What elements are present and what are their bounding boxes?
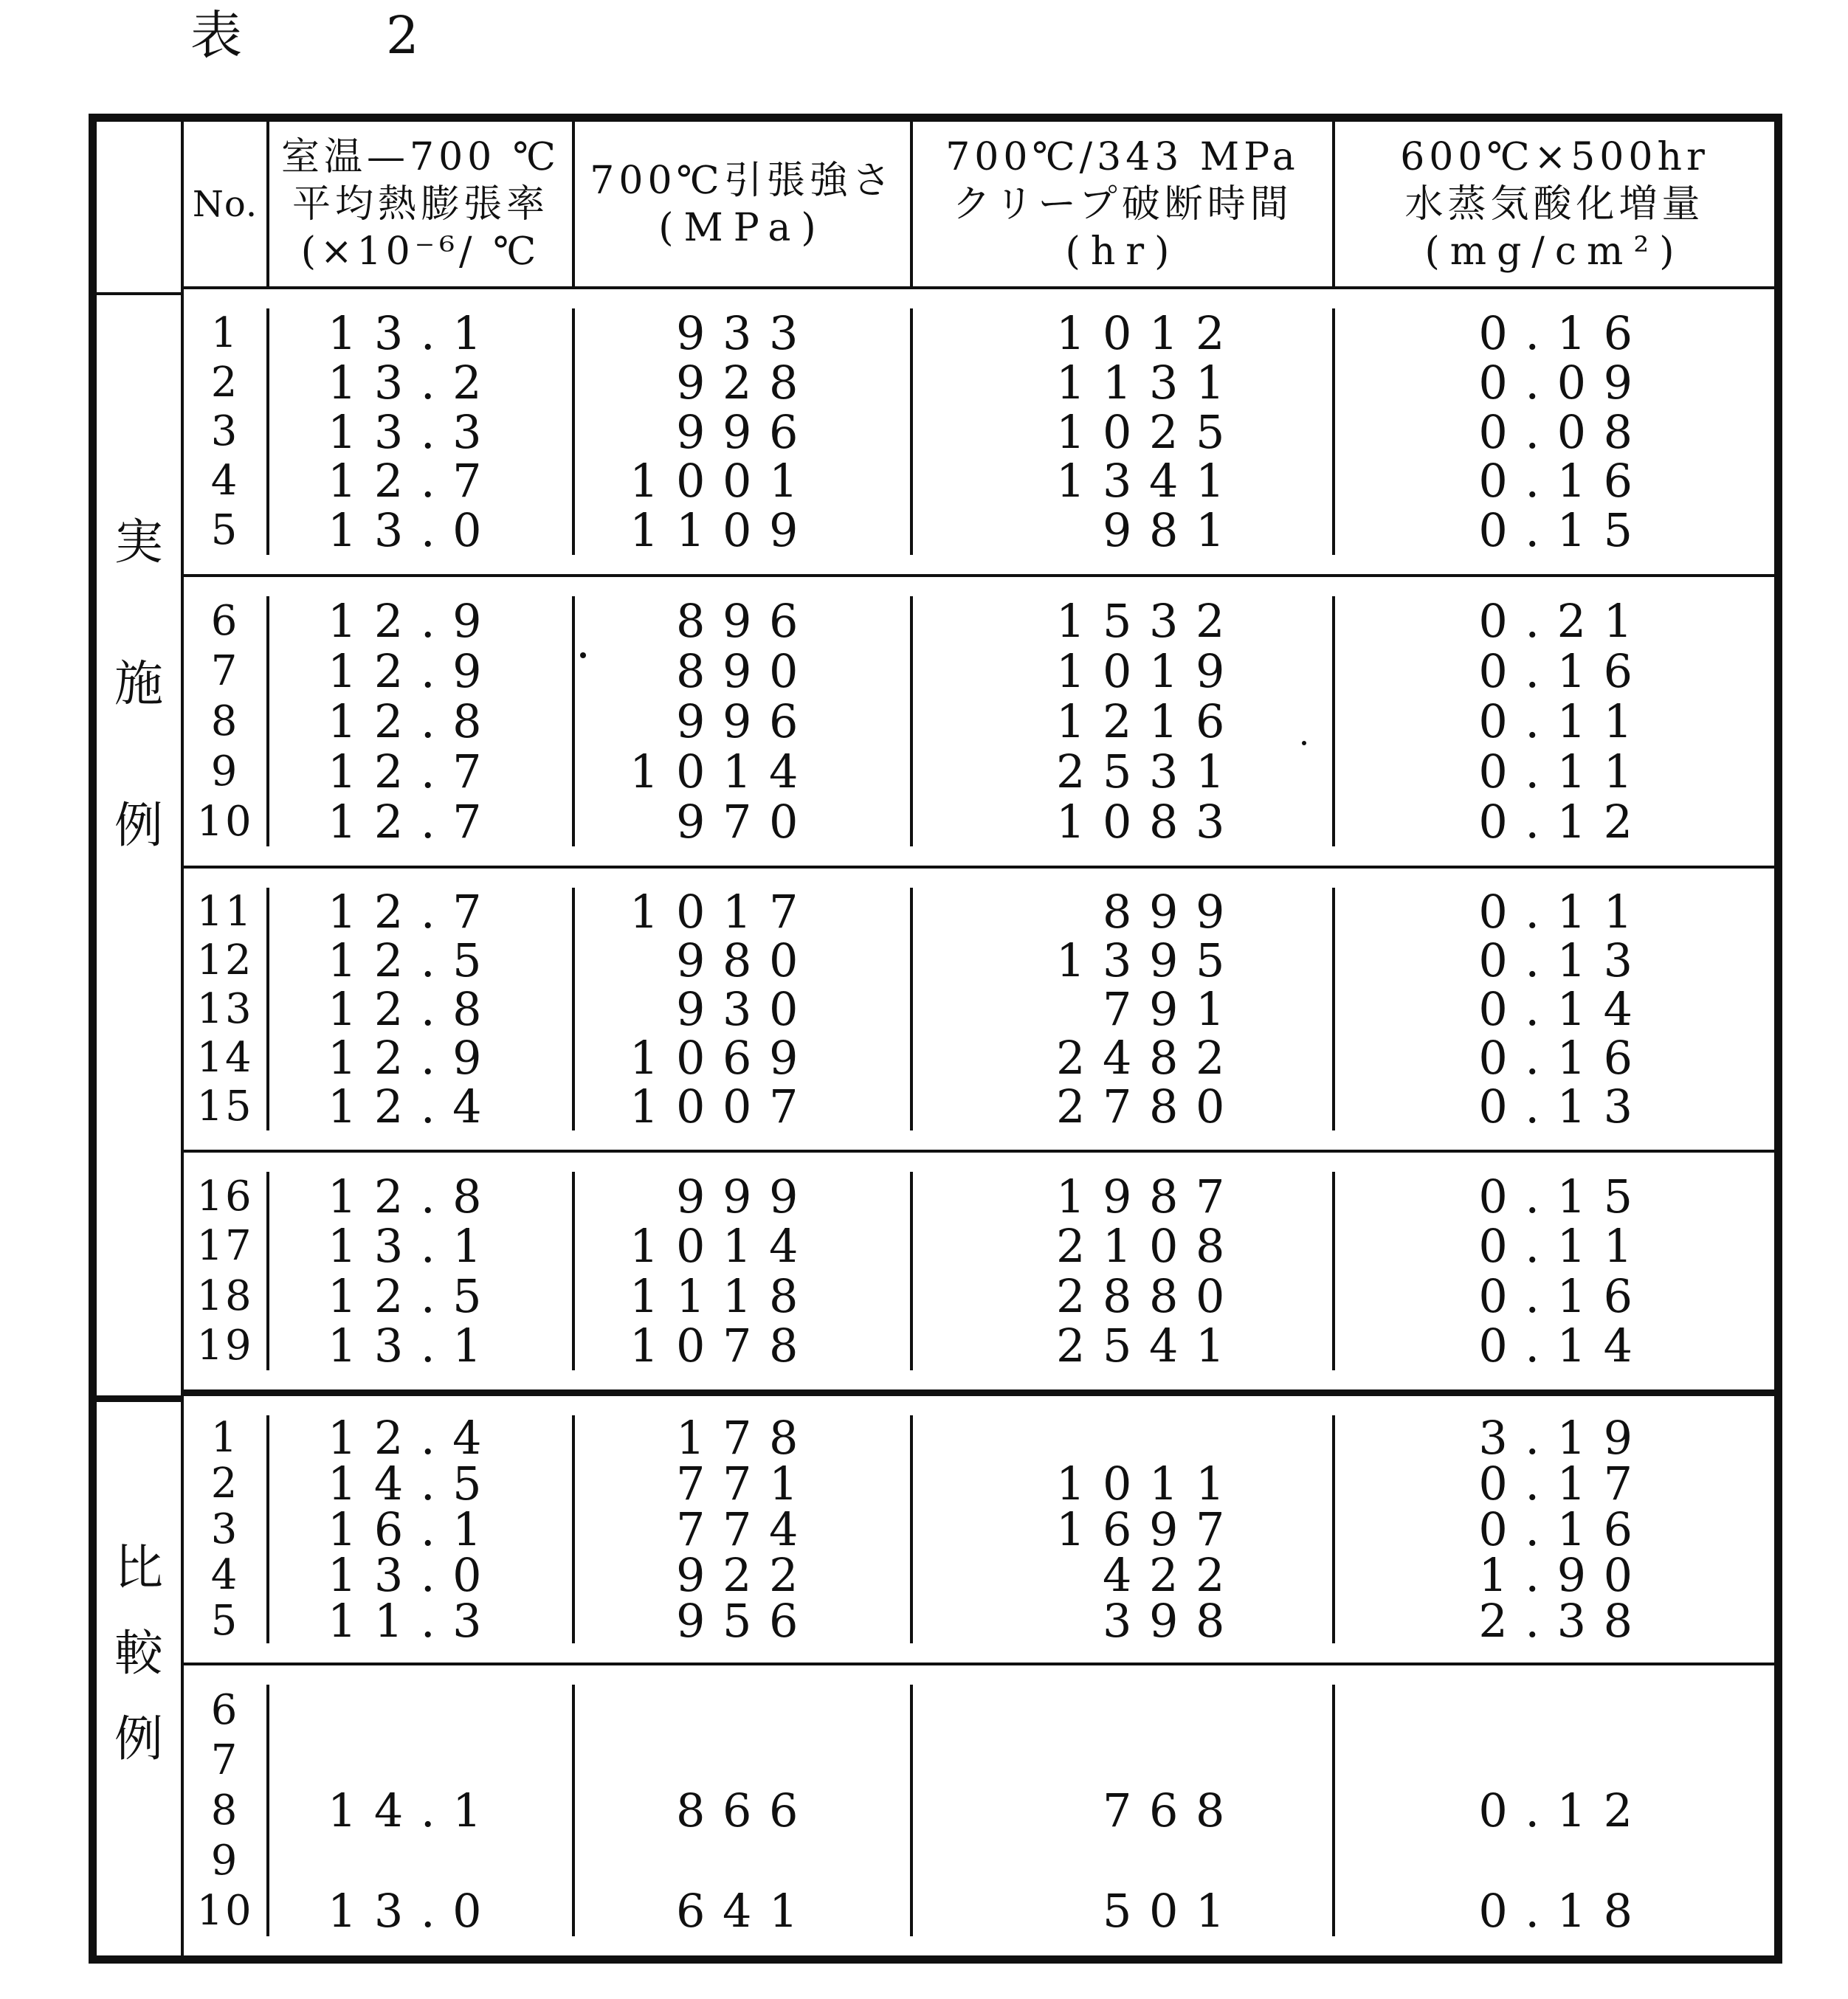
cell-expansion: 12.8 bbox=[269, 697, 575, 747]
column-header-tensile-strength: 700℃引張強さ (MPa) bbox=[575, 122, 913, 286]
cell-expansion: 12.7 bbox=[269, 888, 575, 936]
column-header-thermal-expansion: 室温—700 ℃ 平均熱膨張率 (×10⁻⁶/ ℃ bbox=[269, 122, 575, 286]
cell-expansion: 16.1 bbox=[269, 1507, 575, 1553]
cell-tensile: 1014 bbox=[575, 1221, 913, 1271]
cell-tensile: 922 bbox=[575, 1552, 913, 1598]
cell-oxidation: 0.16 bbox=[1478, 1502, 1650, 1556]
cell-expansion: 13.1 bbox=[269, 308, 575, 358]
cell-oxidation: 0.17 bbox=[1478, 1457, 1650, 1511]
cell-no: 14 bbox=[184, 1033, 269, 1082]
table-row bbox=[184, 885, 1774, 939]
label-char: 例 bbox=[114, 797, 163, 854]
table-row bbox=[184, 1547, 1774, 1602]
cell-creep: 1025 bbox=[913, 407, 1335, 457]
table-row bbox=[184, 982, 1774, 1036]
cell-no: 5 bbox=[184, 1598, 269, 1643]
cell-no: 7 bbox=[184, 646, 269, 697]
cell-tensile: 774 bbox=[575, 1507, 913, 1553]
cell-expansion: 12.8 bbox=[269, 985, 575, 1034]
cell-no: 2 bbox=[184, 358, 269, 407]
cell-tensile bbox=[575, 1735, 913, 1785]
cell-oxidation: 0.11 bbox=[1478, 694, 1650, 748]
cell-tensile: 178 bbox=[575, 1415, 913, 1461]
cell-oxidation: 0.11 bbox=[1478, 885, 1650, 939]
cell-oxidation: 0.15 bbox=[1478, 503, 1650, 558]
cell-oxidation bbox=[1335, 1685, 1774, 1735]
cell-expansion: 13.1 bbox=[269, 1221, 575, 1271]
cell-creep: 1019 bbox=[913, 646, 1335, 697]
cell-tensile: 866 bbox=[575, 1785, 913, 1835]
table-row bbox=[184, 1030, 1774, 1085]
cell-tensile bbox=[575, 1836, 913, 1886]
cell-no: 3 bbox=[184, 1507, 269, 1553]
cell-tensile: 930 bbox=[575, 985, 913, 1034]
cell-no: 11 bbox=[184, 888, 269, 936]
cell-oxidation: 0.18 bbox=[1478, 1884, 1650, 1938]
column-header-steam-oxidation-gain: 600℃×500hr 水蒸気酸化増量 (mg/cm²) bbox=[1400, 134, 1709, 274]
row-group-label-jisshirei bbox=[97, 295, 181, 1402]
cell-oxidation bbox=[1335, 1735, 1774, 1785]
cell-expansion: 13.3 bbox=[269, 407, 575, 457]
cell-no: 9 bbox=[184, 746, 269, 796]
row-group-examples-16-19 bbox=[184, 1153, 1774, 1396]
cell-tensile: 1078 bbox=[575, 1321, 913, 1370]
column-header-no: No. bbox=[184, 122, 269, 286]
cell-no: 4 bbox=[184, 1552, 269, 1598]
cell-oxidation: 0.11 bbox=[1478, 1219, 1650, 1274]
cell-oxidation: 0.15 bbox=[1478, 1170, 1650, 1224]
cell-expansion: 13.1 bbox=[269, 1321, 575, 1370]
cell-creep: 2880 bbox=[913, 1271, 1335, 1321]
cell-no: 2 bbox=[184, 1461, 269, 1507]
cell-no: 15 bbox=[184, 1082, 269, 1130]
table-title-label: 表 bbox=[190, 5, 242, 66]
cell-expansion: 11.3 bbox=[269, 1598, 575, 1643]
table-row bbox=[184, 646, 1774, 697]
cell-creep: 899 bbox=[913, 888, 1335, 936]
cell-oxidation: 0.12 bbox=[1478, 1784, 1650, 1838]
table-row bbox=[184, 355, 1774, 410]
label-char: 例 bbox=[114, 1710, 163, 1767]
cell-tensile: 956 bbox=[575, 1598, 913, 1643]
table-row bbox=[184, 305, 1774, 360]
cell-expansion: 12.9 bbox=[269, 1033, 575, 1082]
cell-expansion: 12.8 bbox=[269, 1172, 575, 1221]
row-group-examples-11-15 bbox=[184, 869, 1774, 1153]
cell-tensile: 1007 bbox=[575, 1082, 913, 1130]
cell-expansion: 13.0 bbox=[269, 505, 575, 555]
cell-no: 9 bbox=[184, 1836, 269, 1886]
cell-no: 3 bbox=[184, 407, 269, 457]
cell-creep: 2780 bbox=[913, 1082, 1335, 1130]
cell-oxidation: 0.13 bbox=[1478, 933, 1650, 988]
cell-tensile: 996 bbox=[575, 697, 913, 747]
cell-creep: 1697 bbox=[913, 1507, 1335, 1553]
cell-creep: 1083 bbox=[913, 796, 1335, 846]
label-char: 較 bbox=[114, 1625, 163, 1682]
cell-tensile: 1017 bbox=[575, 888, 913, 936]
cell-expansion: 12.5 bbox=[269, 1271, 575, 1321]
table-row bbox=[184, 594, 1774, 649]
table-title-number: 2 bbox=[386, 5, 419, 66]
cell-oxidation: 0.13 bbox=[1478, 1079, 1650, 1133]
cell-oxidation: 0.16 bbox=[1478, 1268, 1650, 1323]
cell-no: 8 bbox=[184, 1785, 269, 1835]
cell-creep: 1395 bbox=[913, 936, 1335, 985]
cell-expansion: 13.0 bbox=[269, 1552, 575, 1598]
cell-no: 4 bbox=[184, 456, 269, 505]
cell-tensile: 933 bbox=[575, 308, 913, 358]
row-group-comparative-6-10 bbox=[184, 1665, 1774, 1955]
cell-oxidation: 0.21 bbox=[1478, 594, 1650, 649]
row-group-label-hikakurei bbox=[97, 1402, 181, 1955]
cell-expansion: 12.7 bbox=[269, 796, 575, 846]
column-header-creep-rupture-time: 700℃/343 MPa クリープ破断時間 (hr) bbox=[913, 122, 1335, 286]
table-row bbox=[184, 1735, 1774, 1785]
cell-no: 5 bbox=[184, 505, 269, 555]
cell-creep: 1341 bbox=[913, 456, 1335, 505]
cell-expansion: 12.4 bbox=[269, 1415, 575, 1461]
cell-no: 10 bbox=[184, 1886, 269, 1936]
cell-tensile: 641 bbox=[575, 1886, 913, 1936]
cell-creep: 398 bbox=[913, 1598, 1335, 1643]
label-char: 実 bbox=[114, 514, 163, 570]
cell-creep: 981 bbox=[913, 505, 1335, 555]
row-group-comparative-1-5 bbox=[184, 1396, 1774, 1665]
cell-oxidation: 0.09 bbox=[1478, 355, 1650, 410]
cell-creep: 422 bbox=[913, 1552, 1335, 1598]
cell-creep: 2108 bbox=[913, 1221, 1335, 1271]
cell-oxidation: 2.38 bbox=[1478, 1593, 1650, 1648]
cell-no: 12 bbox=[184, 936, 269, 985]
table-row bbox=[184, 1685, 1774, 1735]
cell-no: 1 bbox=[184, 308, 269, 358]
cell-tensile: 1014 bbox=[575, 746, 913, 796]
cell-tensile: 980 bbox=[575, 936, 913, 985]
cell-no: 10 bbox=[184, 796, 269, 846]
cell-creep: 1987 bbox=[913, 1172, 1335, 1221]
table-row bbox=[184, 1079, 1774, 1133]
cell-no: 17 bbox=[184, 1221, 269, 1271]
cell-oxidation: 0.16 bbox=[1478, 644, 1650, 699]
table-row bbox=[184, 1318, 1774, 1373]
cell-tensile: 1118 bbox=[575, 1271, 913, 1321]
table-row bbox=[184, 1170, 1774, 1224]
cell-tensile bbox=[575, 1685, 913, 1735]
table-row bbox=[184, 1836, 1774, 1886]
table-row bbox=[184, 1268, 1774, 1323]
table-row bbox=[184, 794, 1774, 849]
cell-creep: 1216 bbox=[913, 697, 1335, 747]
cell-expansion: 14.1 bbox=[269, 1785, 575, 1835]
cell-creep: 791 bbox=[913, 985, 1335, 1034]
cell-no: 8 bbox=[184, 697, 269, 747]
cell-no: 6 bbox=[184, 1685, 269, 1735]
cell-tensile: 890 bbox=[575, 646, 913, 697]
cell-expansion: 12.7 bbox=[269, 456, 575, 505]
cell-no: 18 bbox=[184, 1271, 269, 1321]
table-row bbox=[184, 1411, 1774, 1465]
table-row bbox=[184, 933, 1774, 988]
cell-tensile: 1069 bbox=[575, 1033, 913, 1082]
table-row bbox=[184, 746, 1774, 796]
table-row bbox=[184, 1457, 1774, 1511]
row-group-examples-6-10 bbox=[184, 577, 1774, 869]
cell-no: 19 bbox=[184, 1321, 269, 1370]
table-header-row bbox=[184, 122, 1774, 289]
cell-expansion: 13.2 bbox=[269, 358, 575, 407]
cell-expansion: 12.4 bbox=[269, 1082, 575, 1130]
cell-expansion: 14.5 bbox=[269, 1461, 575, 1507]
cell-expansion: 12.7 bbox=[269, 746, 575, 796]
cell-creep: 2531 bbox=[913, 746, 1335, 796]
table-row bbox=[184, 1886, 1774, 1936]
table-row bbox=[184, 503, 1774, 558]
scan-speck bbox=[1302, 741, 1306, 745]
cell-tensile: 996 bbox=[575, 407, 913, 457]
table-row bbox=[184, 1593, 1774, 1648]
cell-creep: 501 bbox=[913, 1886, 1335, 1936]
cell-expansion bbox=[269, 1735, 575, 1785]
cell-creep bbox=[913, 1735, 1335, 1785]
cell-creep bbox=[913, 1415, 1335, 1461]
cell-creep bbox=[913, 1685, 1335, 1735]
data-table bbox=[89, 114, 1782, 1964]
cell-creep: 1131 bbox=[913, 358, 1335, 407]
cell-no: 16 bbox=[184, 1172, 269, 1221]
row-group-examples-1-5 bbox=[184, 289, 1774, 577]
cell-creep: 768 bbox=[913, 1785, 1335, 1835]
table-row bbox=[184, 1219, 1774, 1274]
cell-oxidation: 0.08 bbox=[1478, 404, 1650, 459]
cell-expansion bbox=[269, 1685, 575, 1735]
label-char: 施 bbox=[114, 655, 163, 712]
cell-no: 13 bbox=[184, 985, 269, 1034]
cell-no: 6 bbox=[184, 596, 269, 646]
cell-creep: 2482 bbox=[913, 1033, 1335, 1082]
cell-oxidation: 1.90 bbox=[1478, 1547, 1650, 1602]
table-title bbox=[190, 6, 419, 65]
cell-tensile: 896 bbox=[575, 596, 913, 646]
cell-oxidation bbox=[1335, 1836, 1774, 1886]
cell-creep: 2541 bbox=[913, 1321, 1335, 1370]
cell-tensile: 970 bbox=[575, 796, 913, 846]
cell-creep: 1012 bbox=[913, 308, 1335, 358]
cell-tensile: 928 bbox=[575, 358, 913, 407]
cell-tensile: 1001 bbox=[575, 456, 913, 505]
cell-creep: 1011 bbox=[913, 1461, 1335, 1507]
table-row bbox=[184, 1502, 1774, 1556]
table-row bbox=[184, 454, 1774, 508]
cell-expansion bbox=[269, 1836, 575, 1886]
table-row bbox=[184, 1784, 1774, 1838]
cell-oxidation: 0.16 bbox=[1478, 1030, 1650, 1085]
cell-creep: 1532 bbox=[913, 596, 1335, 646]
cell-oxidation: 0.14 bbox=[1478, 1318, 1650, 1373]
cell-creep bbox=[913, 1836, 1335, 1886]
row-group-label-column bbox=[97, 122, 184, 1955]
cell-oxidation: 0.12 bbox=[1478, 794, 1650, 849]
cell-tensile: 1109 bbox=[575, 505, 913, 555]
cell-expansion: 13.0 bbox=[269, 1886, 575, 1936]
table-row bbox=[184, 404, 1774, 459]
cell-expansion: 12.9 bbox=[269, 646, 575, 697]
label-char: 比 bbox=[114, 1539, 163, 1596]
cell-no: 1 bbox=[184, 1415, 269, 1461]
cell-expansion: 12.9 bbox=[269, 596, 575, 646]
cell-tensile: 771 bbox=[575, 1461, 913, 1507]
cell-oxidation: 0.14 bbox=[1478, 982, 1650, 1036]
cell-oxidation: 3.19 bbox=[1478, 1411, 1650, 1465]
cell-oxidation: 0.16 bbox=[1478, 305, 1650, 360]
cell-no: 7 bbox=[184, 1735, 269, 1785]
group-label-header-cell bbox=[97, 122, 181, 295]
table-row bbox=[184, 694, 1774, 748]
cell-oxidation: 0.11 bbox=[1478, 744, 1650, 798]
table-main bbox=[184, 122, 1774, 1955]
cell-expansion: 12.5 bbox=[269, 936, 575, 985]
cell-tensile: 999 bbox=[575, 1172, 913, 1221]
scan-speck bbox=[580, 652, 586, 658]
cell-oxidation: 0.16 bbox=[1478, 454, 1650, 508]
